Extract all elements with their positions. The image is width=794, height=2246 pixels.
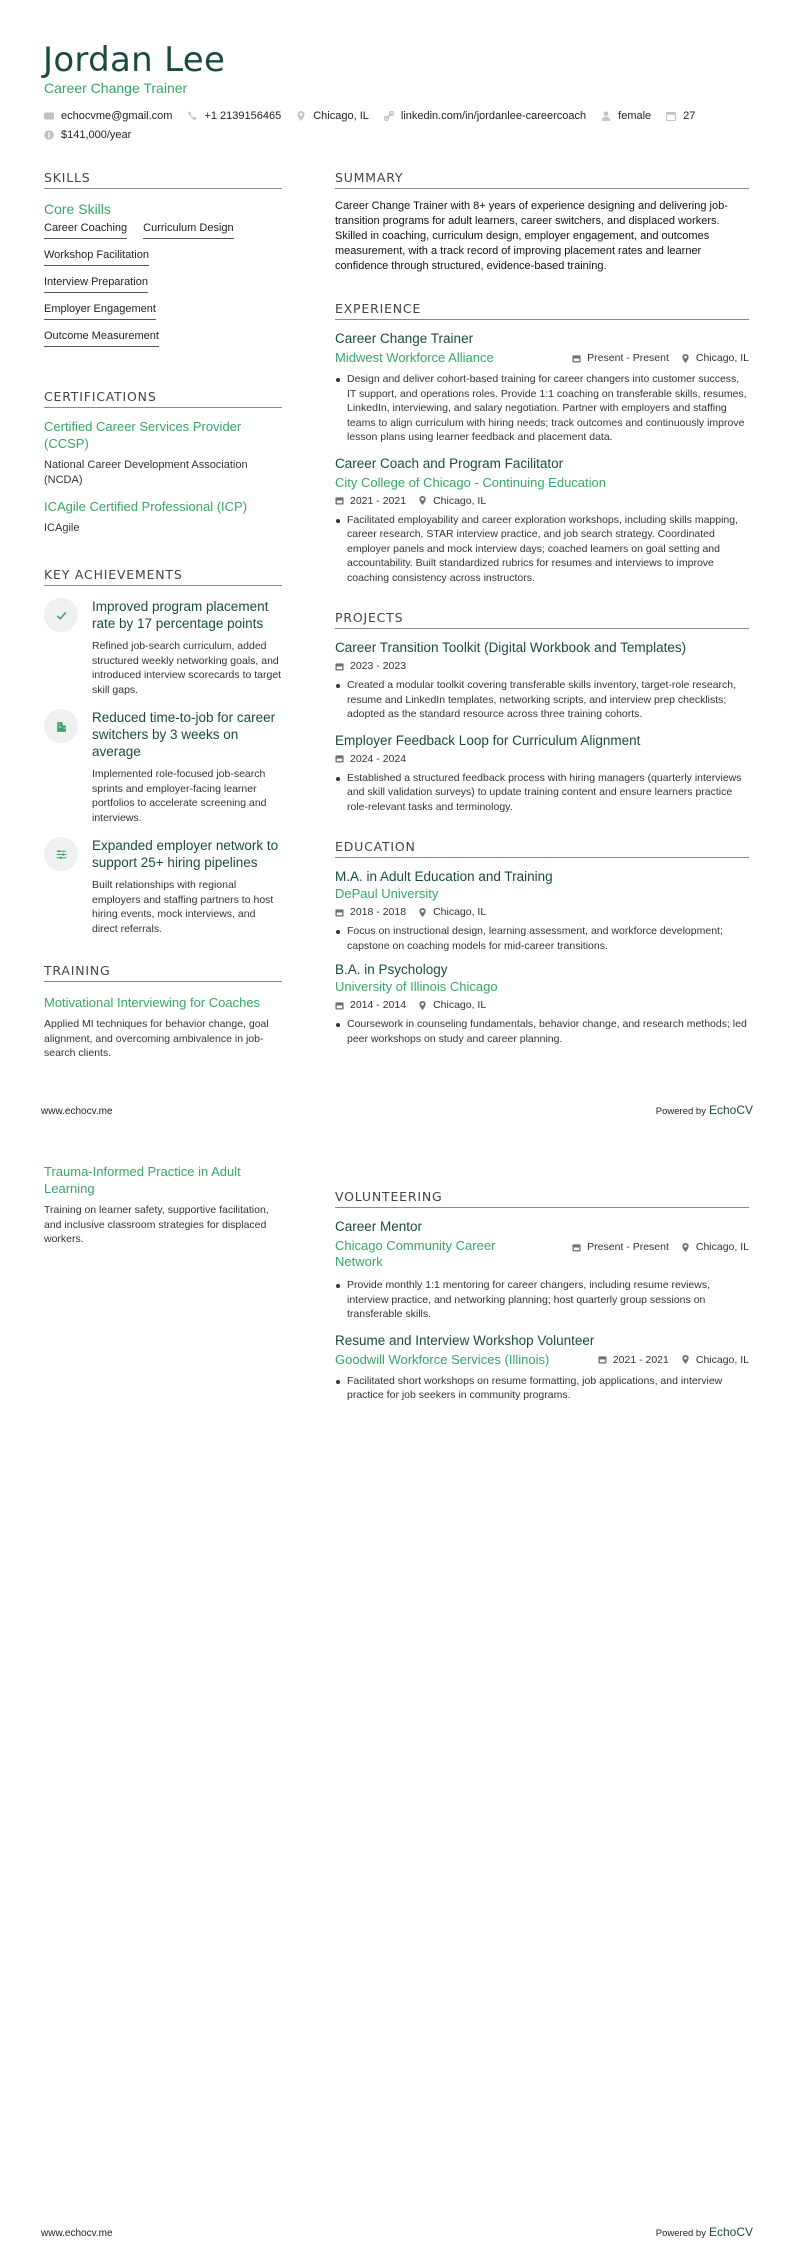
left-column <box>44 1163 282 1247</box>
skill-tag: Curriculum Design <box>143 222 233 239</box>
training-desc: Training on learner safety, supportive facilitation, and inclusive classroom strategies for displaced workers. <box>44 1204 269 1245</box>
certification-name: ICAgile Certified Professional (ICP) <box>44 499 248 514</box>
calendar-icon <box>335 662 344 671</box>
job-title: Career Change Trainer <box>335 331 474 346</box>
resume-page-2 <box>0 1123 794 2246</box>
footer-brand: EchoCV <box>708 1103 753 1117</box>
left-column <box>44 170 282 1061</box>
location-icon <box>681 1243 690 1252</box>
achievement-title: Expanded employer network to support 25+ hiring pipelines <box>92 838 279 870</box>
location-icon <box>296 111 306 121</box>
calendar-icon <box>572 354 581 363</box>
achievement-item <box>44 598 282 697</box>
education-meta: 2014 - 2014 Chicago, IL <box>335 999 749 1011</box>
contact-location: Chicago, IL <box>296 110 369 122</box>
volunteer-bullets <box>335 1374 749 1403</box>
achievement-item <box>44 837 282 936</box>
achievement-desc: Refined job-search curriculum, added structured weekly networking goals, and introduced interview scorecards to target skill gaps. <box>92 640 282 696</box>
bullet: Focus on instructional design, learning assessment, and workforce development; capstone on coaching models for mid-career transitions. <box>347 924 749 953</box>
skill-tags <box>44 222 282 357</box>
bullet: Created a modular toolkit covering transferable skills inventory, target-role research, resume and LinkedIn templates, networking scripts, and interview prep checklists; adopted as the standard resource across three training cohorts. <box>347 678 749 722</box>
education-item <box>335 868 749 953</box>
project-meta: 2024 - 2024 <box>335 753 749 765</box>
degree: B.A. in Psychology <box>335 962 448 977</box>
education-bullets <box>335 1017 749 1046</box>
volunteering-heading: VOLUNTEERING <box>335 1189 749 1208</box>
skill-tag: Workshop Facilitation <box>44 249 149 266</box>
candidate-name: Jordan Lee <box>43 40 226 80</box>
volunteer-org: Chicago Community Career Network <box>335 1238 496 1269</box>
candidate-title: Career Change Trainer <box>44 80 188 96</box>
contact-row-2 <box>44 129 146 141</box>
summary-text: Career Change Trainer with 8+ years of experience designing and delivering job-transition programs for adult learners, career switchers, and displaced workers. Skilled in coaching, curriculum design, employer engagement, and outcomes measurement, with a track record of improving placement rates and learner confidence through structured, evidence-based training. <box>335 200 728 272</box>
school: University of Illinois Chicago <box>335 979 498 994</box>
footer-url[interactable]: www.echocv.me <box>41 2228 113 2239</box>
contact-salary: $141,000/year <box>44 129 131 141</box>
skill-group-title: Core Skills <box>44 201 111 217</box>
building-icon <box>44 709 78 743</box>
volunteer-bullets <box>335 1278 749 1322</box>
volunteer-meta: 2021 - 2021 Chicago, IL <box>598 1354 749 1366</box>
achievement-title: Improved program placement rate by 17 percentage points <box>92 599 269 631</box>
bullet: Facilitated short workshops on resume formatting, job applications, and interview practice for job seekers in community programs. <box>347 1374 749 1403</box>
project-item <box>335 639 749 722</box>
skill-tag: Career Coaching <box>44 222 127 239</box>
salary-icon <box>44 130 54 140</box>
link-icon <box>384 111 394 121</box>
location-icon <box>418 1001 427 1010</box>
skill-tag: Employer Engagement <box>44 303 156 320</box>
training-item <box>44 1163 282 1247</box>
job-meta: Present - Present Chicago, IL <box>572 352 749 364</box>
training-name: Motivational Interviewing for Coaches <box>44 995 261 1010</box>
location-icon <box>418 908 427 917</box>
bullet: Design and deliver cohort-based training for career changers into customer success, IT support, and operations roles. Provide 1:1 coaching on transferable skills, resumes, LinkedIn, interviewing, and salary negotiation. Partner with employers and staffing teams to align curriculum with hiring needs; track outcomes and continuously improve lesson plans using learner feedback and placement data. <box>347 372 749 445</box>
experience-item <box>335 455 749 586</box>
skill-tag: Outcome Measurement <box>44 330 159 347</box>
footer-url[interactable]: www.echocv.me <box>41 1106 113 1117</box>
contact-age: 27 <box>666 110 695 122</box>
calendar-icon <box>598 1355 607 1364</box>
education-bullets <box>335 924 749 953</box>
footer-brand: EchoCV <box>708 2225 753 2239</box>
page-footer <box>41 1103 753 1117</box>
certifications-heading: CERTIFICATIONS <box>44 389 282 408</box>
footer-powered: Powered by <box>655 2228 706 2239</box>
calendar-icon <box>572 1243 581 1252</box>
education-heading: EDUCATION <box>335 839 749 858</box>
contact-linkedin[interactable]: linkedin.com/in/jordanlee-careercoach <box>384 110 586 122</box>
contact-row <box>44 110 710 122</box>
certification-org: National Career Development Association (NCDA) <box>44 459 248 486</box>
resume-page-1 <box>0 0 794 1122</box>
page-footer <box>41 2225 753 2239</box>
projects-heading: PROJECTS <box>335 610 749 629</box>
certification-name: Certified Career Services Provider (CCSP) <box>44 419 242 451</box>
certification-item <box>44 418 282 488</box>
training-desc: Applied MI techniques for behavior change, goal alignment, and overcoming ambivalence in job-search clients. <box>44 1018 269 1059</box>
check-icon <box>44 598 78 632</box>
contact-phone[interactable]: +1 2139156465 <box>187 110 281 122</box>
job-bullets <box>335 372 749 445</box>
summary-heading: SUMMARY <box>335 170 749 189</box>
project-bullets <box>335 771 749 815</box>
project-meta: 2023 - 2023 <box>335 660 749 672</box>
sliders-icon <box>44 837 78 871</box>
achievements-heading: KEY ACHIEVEMENTS <box>44 567 282 586</box>
experience-heading: EXPERIENCE <box>335 301 749 320</box>
volunteer-role: Resume and Interview Workshop Volunteer <box>335 1332 595 1348</box>
certification-item <box>44 498 282 536</box>
training-heading: TRAINING <box>44 963 282 982</box>
email-icon <box>44 111 54 121</box>
calendar-icon <box>666 111 676 121</box>
achievement-item <box>44 709 282 825</box>
location-icon <box>418 496 427 505</box>
experience-item <box>335 330 749 445</box>
calendar-icon <box>335 1001 344 1010</box>
education-item <box>335 961 749 1046</box>
achievement-desc: Implemented role-focused job-search sprints and employer-facing learner portfolios to accelerate screening and interviews. <box>92 768 267 824</box>
location-icon <box>681 354 690 363</box>
volunteer-meta: Present - Present Chicago, IL <box>572 1241 749 1253</box>
volunteer-role: Career Mentor <box>335 1219 423 1234</box>
training-item <box>44 994 282 1061</box>
job-title: Career Coach and Program Facilitator <box>335 455 564 471</box>
bullet: Coursework in counseling fundamentals, behavior change, and research methods; led peer workshops on study and career planning. <box>347 1017 749 1046</box>
calendar-icon <box>335 908 344 917</box>
bullet: Provide monthly 1:1 mentoring for career changers, including resume reviews, interview practice, and networking planning; host quarterly group sessions on transferable skills. <box>347 1278 749 1322</box>
volunteer-item <box>335 1332 749 1403</box>
calendar-icon <box>335 496 344 505</box>
project-bullets <box>335 678 749 722</box>
footer-powered: Powered by <box>655 1106 706 1117</box>
training-name: Trauma-Informed Practice in Adult Learning <box>44 1164 241 1196</box>
achievement-title: Reduced time-to-job for career switchers by 3 weeks on average <box>92 710 276 759</box>
school: DePaul University <box>335 886 439 901</box>
location-icon <box>681 1355 690 1364</box>
volunteer-org: Goodwill Workforce Services (Illinois) <box>335 1351 550 1367</box>
contact-gender: female <box>601 110 651 122</box>
skills-heading: SKILLS <box>44 170 282 189</box>
project-title: Employer Feedback Loop for Curriculum Alignment <box>335 732 641 748</box>
degree: M.A. in Adult Education and Training <box>335 869 553 884</box>
employer: Midwest Workforce Alliance <box>335 350 494 365</box>
project-item <box>335 732 749 815</box>
achievement-desc: Built relationships with regional employers and staffing partners to host hiring events, mock interviews, and direct referrals. <box>92 879 274 935</box>
project-title: Career Transition Toolkit (Digital Workbook and Templates) <box>335 640 687 655</box>
job-meta: 2021 - 2021 Chicago, IL <box>335 495 749 507</box>
person-icon <box>601 111 611 121</box>
calendar-icon <box>335 754 344 763</box>
bullet: Established a structured feedback process with hiring managers (quarterly interviews and skill validation surveys) to update training content and ensure learners practice role-relevant tasks and terminology. <box>347 771 749 815</box>
right-column <box>335 1189 749 1403</box>
volunteer-item <box>335 1218 749 1322</box>
education-meta: 2018 - 2018 Chicago, IL <box>335 906 749 918</box>
contact-email[interactable]: echocvme@gmail.com <box>44 110 172 122</box>
phone-icon <box>187 111 197 121</box>
certification-org: ICAgile <box>44 522 80 534</box>
job-bullets <box>335 513 749 586</box>
bullet: Facilitated employability and career exploration workshops, including skills mapping, career research, STAR interview practice, and job search strategy. Coordinated employer panels and mock interview days; coached learners on goal setting and accountability. Built standardized rubrics for resumes and interviews to improve coaching consistency across instructors. <box>347 513 749 586</box>
right-column <box>335 170 749 1046</box>
employer: City College of Chicago - Continuing Education <box>335 474 606 490</box>
skill-tag: Interview Preparation <box>44 276 148 293</box>
